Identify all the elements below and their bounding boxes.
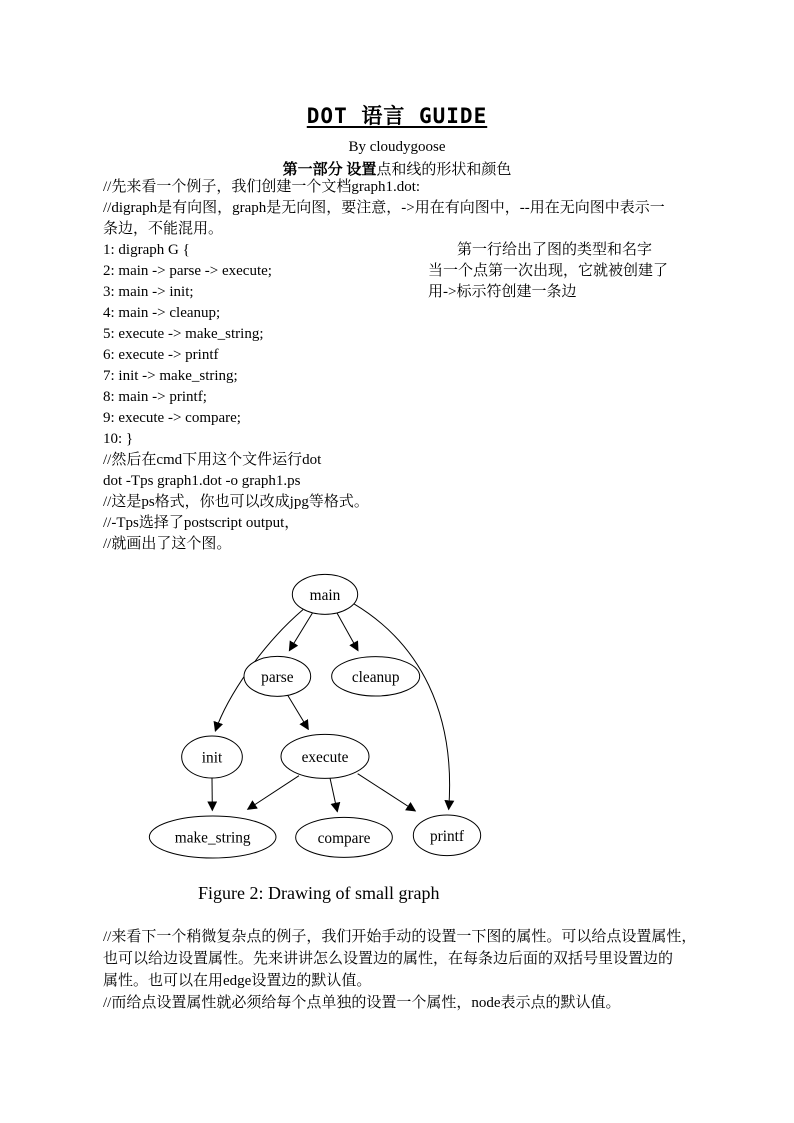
section-heading-rest: 点和线的形状和颜色 [376, 162, 512, 178]
figure-caption: Figure 2: Drawing of small graph [198, 883, 440, 903]
node-cleanup [332, 657, 420, 696]
page-title-text: DOT 语言 GUIDE [306, 104, 488, 128]
code-line-1 [103, 240, 743, 261]
node-printf-label: printf [429, 828, 465, 845]
edge-parse-execute [287, 695, 308, 730]
graph-svg [120, 560, 520, 880]
node-init [182, 736, 243, 778]
node-make_string [149, 816, 276, 858]
outro-line-3: 属性。也可以在用edge设置边的默认值。 [103, 973, 372, 989]
code-line-2 [103, 261, 743, 282]
code-line-6: 6: execute -> printf [103, 347, 219, 363]
section-heading-bold: 第一部分 设置 [282, 162, 377, 178]
outro-text [103, 926, 751, 1014]
graph-figure [120, 560, 520, 880]
intro-line-3: 条边，不能混用。 [103, 221, 224, 237]
code-text-2: 2: main -> parse -> execute; [103, 263, 272, 279]
code-line-9: 9: execute -> compare; [103, 410, 241, 426]
code-line-7: 7: init -> make_string; [103, 368, 238, 384]
edge-main-cleanup [337, 613, 358, 651]
node-init-label: init [201, 749, 223, 767]
code-text-3: 3: main -> init; [103, 284, 194, 300]
node-parse [244, 656, 311, 696]
section-heading [0, 158, 794, 179]
outro-line-2: 也可以给边设置属性。先来讲讲怎么设置边的属性，在每条边后面的双括号里设置边的 [103, 951, 674, 967]
run-line-4: //-Tps选择了postscript output， [103, 515, 300, 531]
page-title [0, 100, 794, 130]
node-cleanup-label: cleanup [351, 669, 400, 686]
node-printf [413, 815, 480, 856]
code-line-5: 5: execute -> make_string; [103, 326, 264, 342]
body-text [103, 177, 743, 555]
code-annotation-1: 第一行给出了图的类型和名字 [457, 242, 653, 258]
edge-execute-make_string [248, 776, 299, 810]
node-execute-label: execute [301, 749, 349, 766]
code-text-1: 1: digraph G { [103, 242, 190, 258]
node-parse-label: parse [261, 669, 294, 686]
code-line-4: 4: main -> cleanup; [103, 305, 221, 321]
code-annotation-2: 当一个点第一次出现，它就被创建了 [428, 263, 669, 279]
node-main [292, 574, 357, 614]
node-compare-label: compare [317, 830, 371, 847]
node-compare [296, 817, 393, 857]
run-line-1: //然后在cmd下用这个文件运行dot [103, 452, 322, 468]
code-line-8: 8: main -> printf; [103, 389, 207, 405]
code-line-3 [103, 282, 743, 303]
edge-execute-printf [358, 774, 416, 811]
outro-line-1: //来看下一个稍微复杂点的例子，我们开始手动的设置一下图的属性。可以给点设置属性， [103, 929, 697, 945]
node-make_string-label: make_string [174, 829, 251, 847]
edge-main-printf [351, 604, 450, 810]
run-line-5: //就画出了这个图。 [103, 536, 232, 552]
run-line-3: //这是ps格式，你也可以改成jpg等格式。 [103, 494, 369, 510]
code-annotation-3: 用->标示符创建一条边 [428, 284, 577, 300]
node-main-label: main [309, 587, 341, 604]
byline: By cloudygoose [348, 139, 446, 155]
intro-line-2: //digraph是有向图，graph是无向图，要注意，->用在有向图中，--用在无向图中表示一 [103, 200, 665, 216]
run-line-2: dot -Tps graph1.dot -o graph1.ps [103, 473, 301, 489]
node-execute [281, 734, 369, 778]
edge-execute-compare [330, 778, 337, 812]
code-line-10: 10: } [103, 431, 134, 447]
intro-line-1: //先来看一个例子，我们创建一个文档graph1.dot: [103, 179, 421, 195]
outro-line-4: //而给点设置属性就必须给每个点单独的设置一个属性，node表示点的默认值。 [103, 995, 621, 1011]
